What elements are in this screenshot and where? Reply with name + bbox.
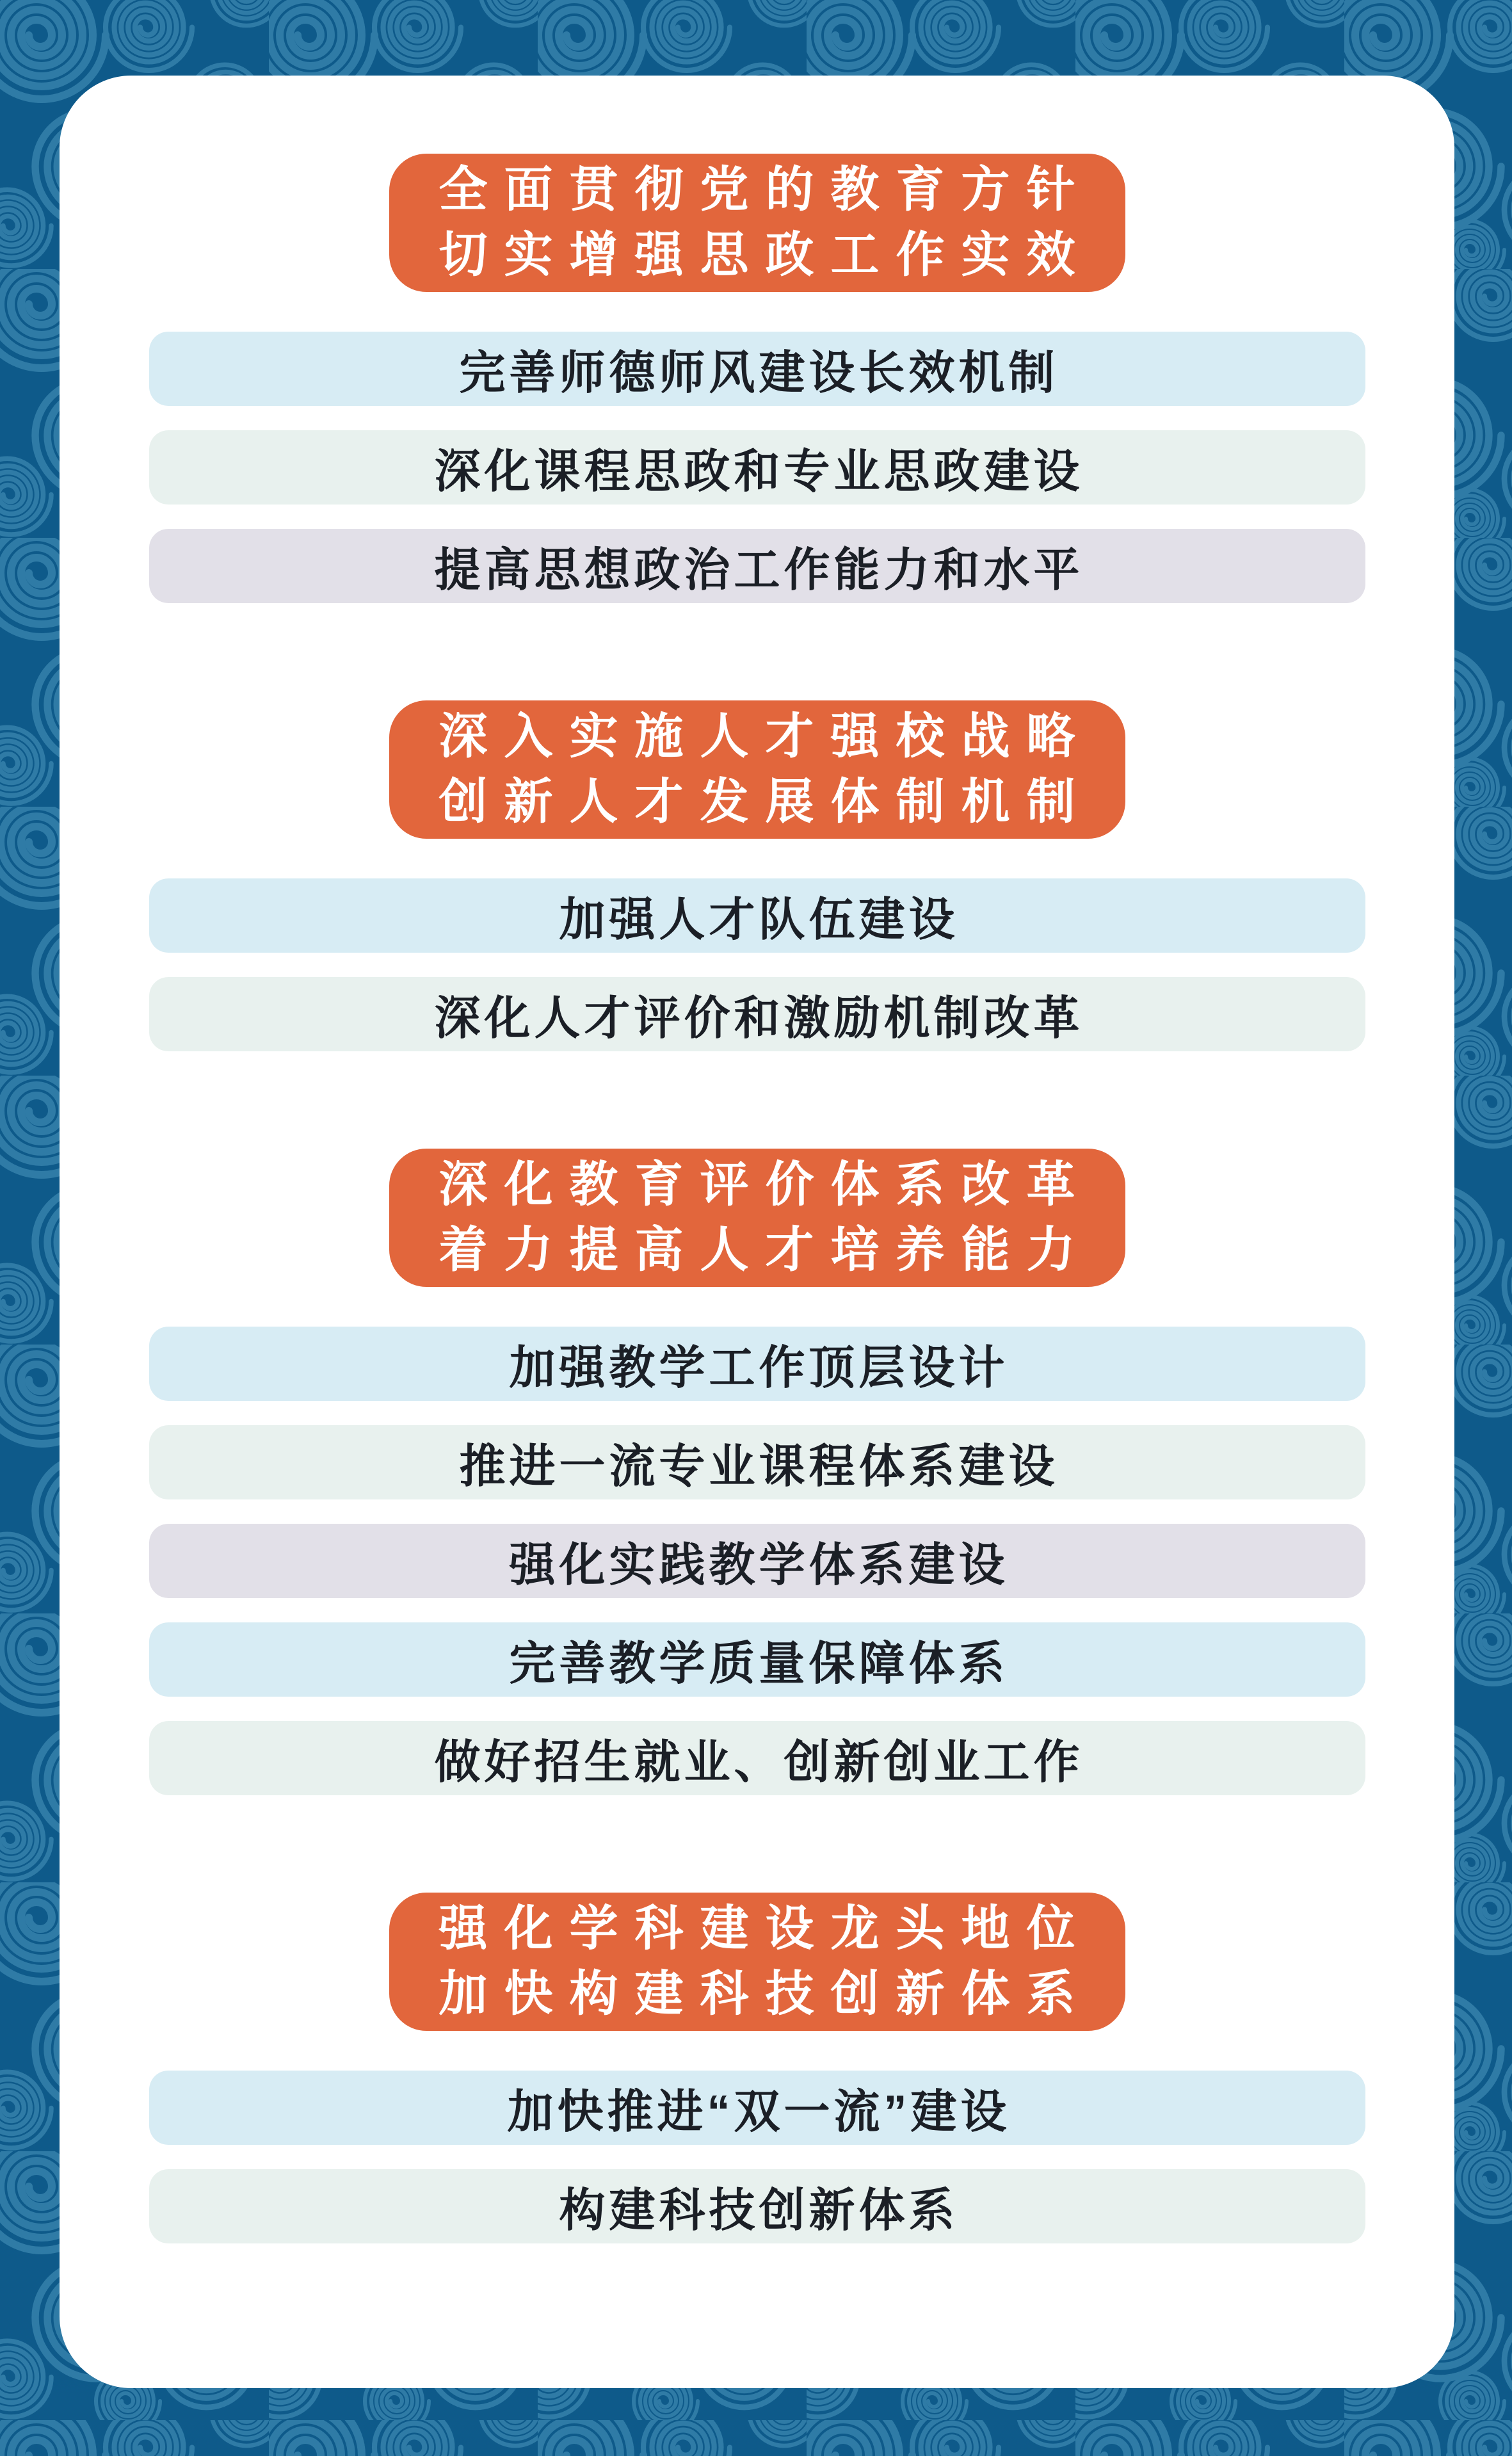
item-label: 强化实践教学体系建设 (509, 1540, 1009, 1591)
section-2-item-1 (149, 878, 1365, 953)
section-1-header-line-2: 切实增强思政工作实效 (438, 228, 1092, 282)
item-label: 推进一流专业课程体系建设 (459, 1441, 1059, 1492)
section-3-header (389, 1149, 1125, 1287)
section-1-header (389, 154, 1125, 292)
item-label: 加强教学工作顶层设计 (509, 1343, 1009, 1394)
item-label: 做好招生就业、创新创业工作 (434, 1737, 1084, 1788)
item-label: 深化课程思政和专业思政建设 (434, 446, 1084, 497)
section-4-header-line-1: 强化学科建设龙头地位 (438, 1902, 1092, 1956)
section-1 (149, 154, 1365, 603)
section-3 (149, 1149, 1365, 1795)
item-label: 深化人才评价和激励机制改革 (434, 993, 1084, 1044)
section-1-item-1 (149, 332, 1365, 406)
section-2-header (389, 700, 1125, 839)
section-1-item-2 (149, 430, 1365, 505)
item-label: 提高思想政治工作能力和水平 (434, 545, 1084, 596)
section-4-header (389, 1893, 1125, 2031)
item-label: 完善师德师风建设长效机制 (459, 348, 1059, 399)
section-2-header-line-2: 创新人才发展体制机制 (438, 775, 1092, 829)
item-label: 加强人才队伍建设 (559, 894, 959, 946)
item-label: 完善教学质量保障体系 (509, 1638, 1009, 1690)
section-4 (149, 1893, 1365, 2243)
section-4-header-line-2: 加快构建科技创新体系 (438, 1967, 1092, 2021)
section-1-header-line-1: 全面贯彻党的教育方针 (438, 163, 1092, 217)
section-3-item-1 (149, 1327, 1365, 1401)
section-3-item-2 (149, 1425, 1365, 1499)
section-2-item-2 (149, 977, 1365, 1051)
section-3-header-line-1: 深化教育评价体系改革 (438, 1158, 1092, 1212)
item-label: 构建科技创新体系 (559, 2185, 959, 2236)
section-4-item-1 (149, 2071, 1365, 2145)
section-3-header-line-2: 着力提高人才培养能力 (438, 1223, 1092, 1277)
section-4-item-2 (149, 2169, 1365, 2243)
section-3-item-3 (149, 1524, 1365, 1598)
section-1-item-3 (149, 529, 1365, 603)
poster-card (60, 76, 1454, 2388)
section-3-item-4 (149, 1622, 1365, 1697)
item-label: 加快推进“双一流”建设 (507, 2087, 1011, 2138)
section-3-item-5 (149, 1721, 1365, 1795)
section-2 (149, 700, 1365, 1051)
section-2-header-line-1: 深入实施人才强校战略 (438, 709, 1092, 764)
